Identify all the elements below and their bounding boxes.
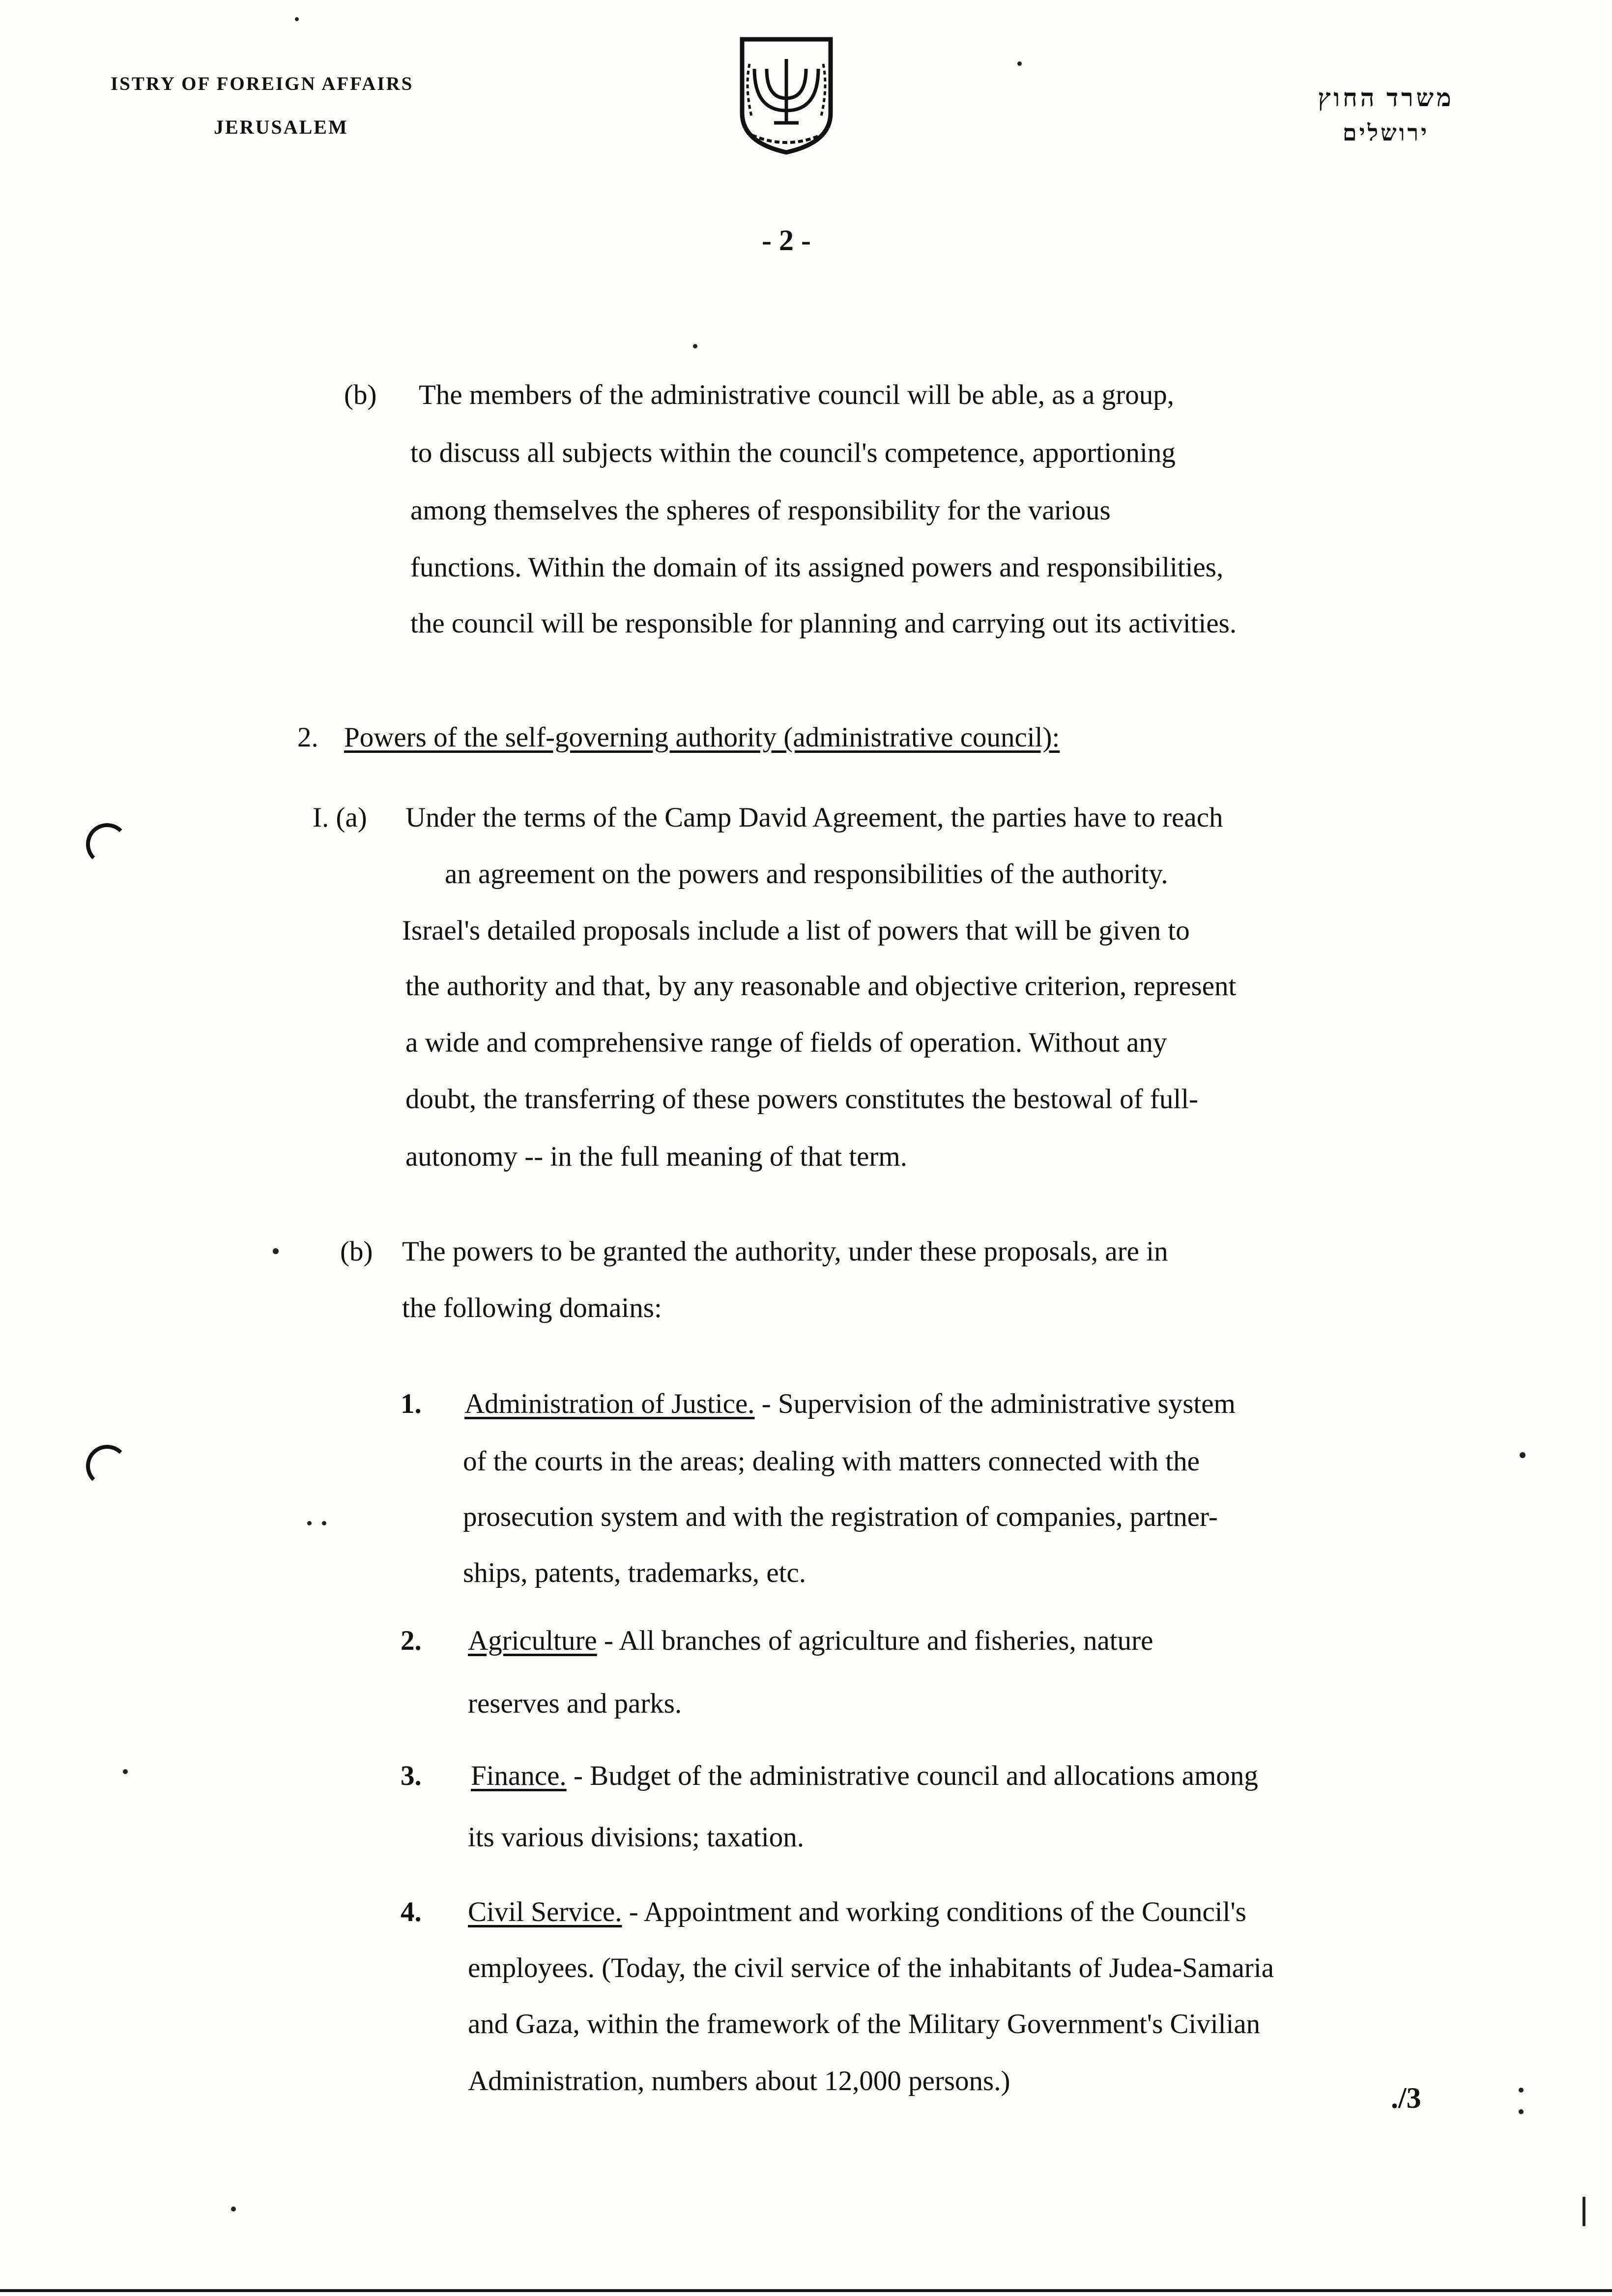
subsection-a-line-7: autonomy -- in the full meaning of that term.: [405, 1141, 907, 1172]
item-1-line-1: - Supervision of the administrative system: [754, 1388, 1236, 1419]
margin-mark-icon: [86, 1445, 128, 1487]
page-number: - 2 -: [762, 224, 811, 257]
item-1-line-2: of the courts in the areas; dealing with matters connected with the: [463, 1446, 1200, 1477]
subsection-a-line-3: Israel's detailed proposals include a list of powers that will be given to: [402, 915, 1190, 946]
scan-speck: [307, 1521, 312, 1525]
continuation-marker: ./3: [1391, 2082, 1421, 2114]
item-2-line-2: reserves and parks.: [468, 1688, 682, 1719]
section-number: 2.: [297, 722, 318, 753]
item-title-agriculture: Agriculture: [468, 1625, 597, 1656]
paragraph-label-b: (b): [344, 379, 377, 410]
item-1-line-4: ships, patents, trademarks, etc.: [463, 1557, 806, 1588]
ministry-name-hebrew: משרד החוץ: [1318, 84, 1454, 112]
ministry-city-hebrew: ירושלים: [1342, 120, 1430, 145]
scan-speck: [295, 17, 299, 21]
item-4-line-2: employees. (Today, the civil service of the inhabitants of Judea-Samaria: [468, 1952, 1274, 1983]
subsection-a-line-4: the authority and that, by any reasonable and objective criterion, represent: [405, 971, 1237, 1002]
item-title-justice: Administration of Justice.: [464, 1388, 755, 1419]
subsection-label-i-a: I. (a): [313, 802, 367, 833]
item-number-1: 1.: [401, 1388, 422, 1419]
subsection-b-line-2: the following domains:: [402, 1292, 662, 1323]
scan-speck: [231, 2207, 236, 2211]
item-number-2: 2.: [401, 1625, 422, 1656]
scan-speck: [693, 344, 697, 348]
ministry-header-english: [111, 73, 413, 139]
item-4-line-3: and Gaza, within the framework of the Military Government's Civilian: [468, 2009, 1261, 2039]
scan-speck: [322, 1521, 326, 1525]
menorah-emblem-icon: [732, 29, 840, 157]
subsection-a-line-5: a wide and comprehensive range of fields of operation. Without any: [405, 1027, 1167, 1058]
subsection-a-line-1: Under the terms of the Camp David Agreement, the parties have to reach: [405, 802, 1223, 833]
scan-speck: [1017, 61, 1022, 66]
scan-speck: [1583, 2197, 1585, 2226]
paragraph-b-line-4: functions. Within the domain of its assigned powers and responsibilities,: [410, 552, 1224, 583]
item-4-line-4: Administration, numbers about 12,000 persons.): [468, 2066, 1010, 2096]
paragraph-b-line-3: among themselves the spheres of responsibility for the various: [410, 495, 1111, 526]
item-4-line-1: - Appointment and working conditions of the Council's: [622, 1896, 1246, 1927]
scan-speck: [123, 1769, 128, 1774]
ministry-header-hebrew: [1258, 84, 1514, 146]
ministry-name: ISTRY OF FOREIGN AFFAIRS: [111, 73, 414, 94]
item-number-3: 3.: [401, 1760, 422, 1791]
paragraph-b-line-1: The members of the administrative council will be able, as a group,: [419, 379, 1174, 410]
item-title-civil-service: Civil Service.: [468, 1896, 622, 1927]
scan-speck: [1520, 1452, 1526, 1458]
subsection-a-line-2: an agreement on the powers and responsibilities of the authority.: [445, 859, 1168, 890]
subsection-a-line-6: doubt, the transferring of these powers constitutes the bestowal of full-: [405, 1084, 1199, 1115]
paragraph-b-line-5: the council will be responsible for planning and carrying out its activities.: [410, 608, 1237, 639]
subsection-b-line-1: The powers to be granted the authority, under these proposals, are in: [402, 1236, 1168, 1267]
paragraph-b-line-2: to discuss all subjects within the council's competence, apportioning: [410, 437, 1176, 468]
section-heading: Powers of the self-governing authority (administrative council):: [344, 722, 1060, 753]
item-3-line-2: its various divisions; taxation.: [468, 1822, 804, 1853]
item-2-line-1: - All branches of agriculture and fisheries, nature: [597, 1625, 1153, 1656]
scan-speck: [1519, 2088, 1524, 2093]
margin-mark-icon: [86, 823, 128, 865]
page-bottom-edge: [0, 2289, 1612, 2292]
ministry-city: JERUSALEM: [214, 116, 348, 138]
item-3-line-1: - Budget of the administrative council and allocations among: [566, 1760, 1258, 1791]
scan-speck: [273, 1248, 279, 1254]
item-title-finance: Finance.: [471, 1760, 567, 1791]
item-1-line-3: prosecution system and with the registration of companies, partner-: [463, 1501, 1218, 1532]
item-number-4: 4.: [401, 1896, 422, 1927]
subsection-label-b: (b): [340, 1236, 373, 1267]
scan-speck: [1519, 2109, 1524, 2114]
